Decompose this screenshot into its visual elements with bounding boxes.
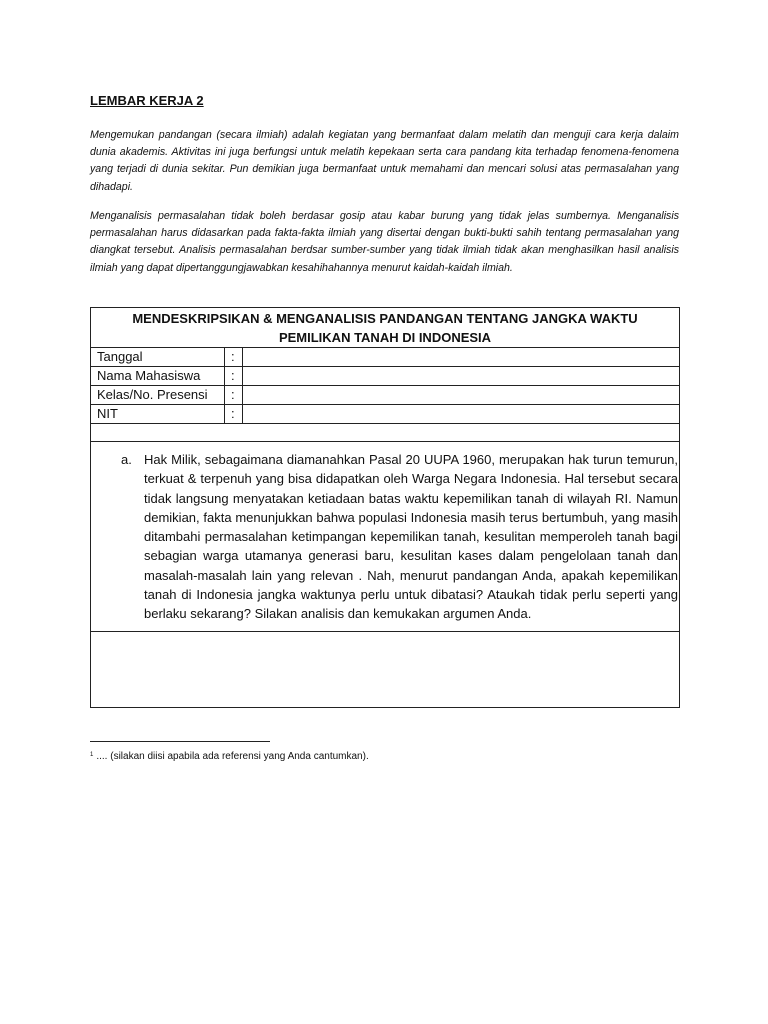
question-text: Hak Milik, sebagaimana diamanahkan Pasal 20 UUPA 1960, merupakan hak turun temurun, terkuat & terpenuh yang bisa didapatkan oleh Warga Negara Indonesia. Hal tersebut secara tidak langsung menyatakan ketiadaan batas waktu kepemilikan tanah di wilayah RI. Namun demikian, fakta menunjukkan bahwa populasi Indonesia masih terus bertumbuh, yang masih ditambahi permasalahan ketimpangan kepemilikan tanah, kesulitan memperoleh tanah bagi sebagian warga utamanya generasi baru, kesulitan kases dalam pengelolaan tanah dan masalah-masalah lain yang relevan . Nah, menurut pandangan Anda, apakah kepemilikan tanah di Indonesia jangka waktunya perlu untuk dibatasi? Ataukah tidak perlu seperti yang berlaku sekarang? Silakan analisis dan kemukakan argumen Anda. <box>144 452 679 622</box>
footnote-marker: 1 <box>90 752 94 758</box>
field-label: Kelas/No. Presensi <box>91 386 225 405</box>
field-row-nama-mahasiswa <box>91 367 680 386</box>
spacer-row <box>91 424 680 442</box>
field-label: NIT <box>91 405 225 424</box>
nit-input[interactable] <box>243 405 680 424</box>
nama-mahasiswa-input[interactable] <box>243 367 680 386</box>
field-row-kelas-presensi <box>91 386 680 405</box>
kelas-presensi-input[interactable] <box>243 386 680 405</box>
field-row-nit <box>91 405 680 424</box>
field-separator: : <box>225 386 243 405</box>
tanggal-input[interactable] <box>243 348 680 367</box>
answer-area[interactable] <box>91 632 680 708</box>
worksheet-heading: LEMBAR KERJA 2 <box>90 93 204 108</box>
footnote <box>90 748 369 764</box>
footnote-divider <box>90 741 270 742</box>
field-separator: : <box>225 348 243 367</box>
intro-paragraph-2: Menganalisis permasalahan tidak boleh berdasar gosip atau kabar burung yang tidak jelas sumbernya. Menganalisis permasalahan harus didasarkan pada fakta-fakta ilmiah yang disertai dengan bukti-bukti sahih tentang permasalahan yang diangkat tersebut. Analisis permasalahan berdsar sumber-sumber yang tidak ilmiah tidak akan menghasilkan hasil analisis ilmiah yang dapat dipertanggungjawabkan kesahihahannya menurut kaidah-kaidah ilmiah. <box>90 210 679 274</box>
worksheet-form-table <box>90 307 680 708</box>
field-separator: : <box>225 367 243 386</box>
field-row-tanggal <box>91 348 680 367</box>
footnote-text: .... (silakan diisi apabila ada referensi yang Anda cantumkan). <box>96 751 369 762</box>
intro-paragraph-1: Mengemukan pandangan (secara ilmiah) adalah kegiatan yang bermanfaat dalam melatih dan menguji cara kerja dalaim dunia akademis. Aktivitas ini juga berfungsi untuk melatih kepekaan serta cara pandang kita terhadap fenomena-fenomena yang terjadi di dunia sekitar. Pun demikian juga bermanfaat untuk memahami dan mencari solusi atas permasalahan yang dihadapi. <box>90 129 679 193</box>
question-cell <box>91 442 680 632</box>
field-label: Tanggal <box>91 348 225 367</box>
question-marker: a. <box>121 452 132 467</box>
field-label: Nama Mahasiswa <box>91 367 225 386</box>
field-separator: : <box>225 405 243 424</box>
question-item <box>91 450 679 624</box>
form-title: MENDESKRIPSIKAN & MENGANALISIS PANDANGAN TENTANG JANGKA WAKTU PEMILIKAN TANAH DI INDONESIA <box>91 308 680 348</box>
